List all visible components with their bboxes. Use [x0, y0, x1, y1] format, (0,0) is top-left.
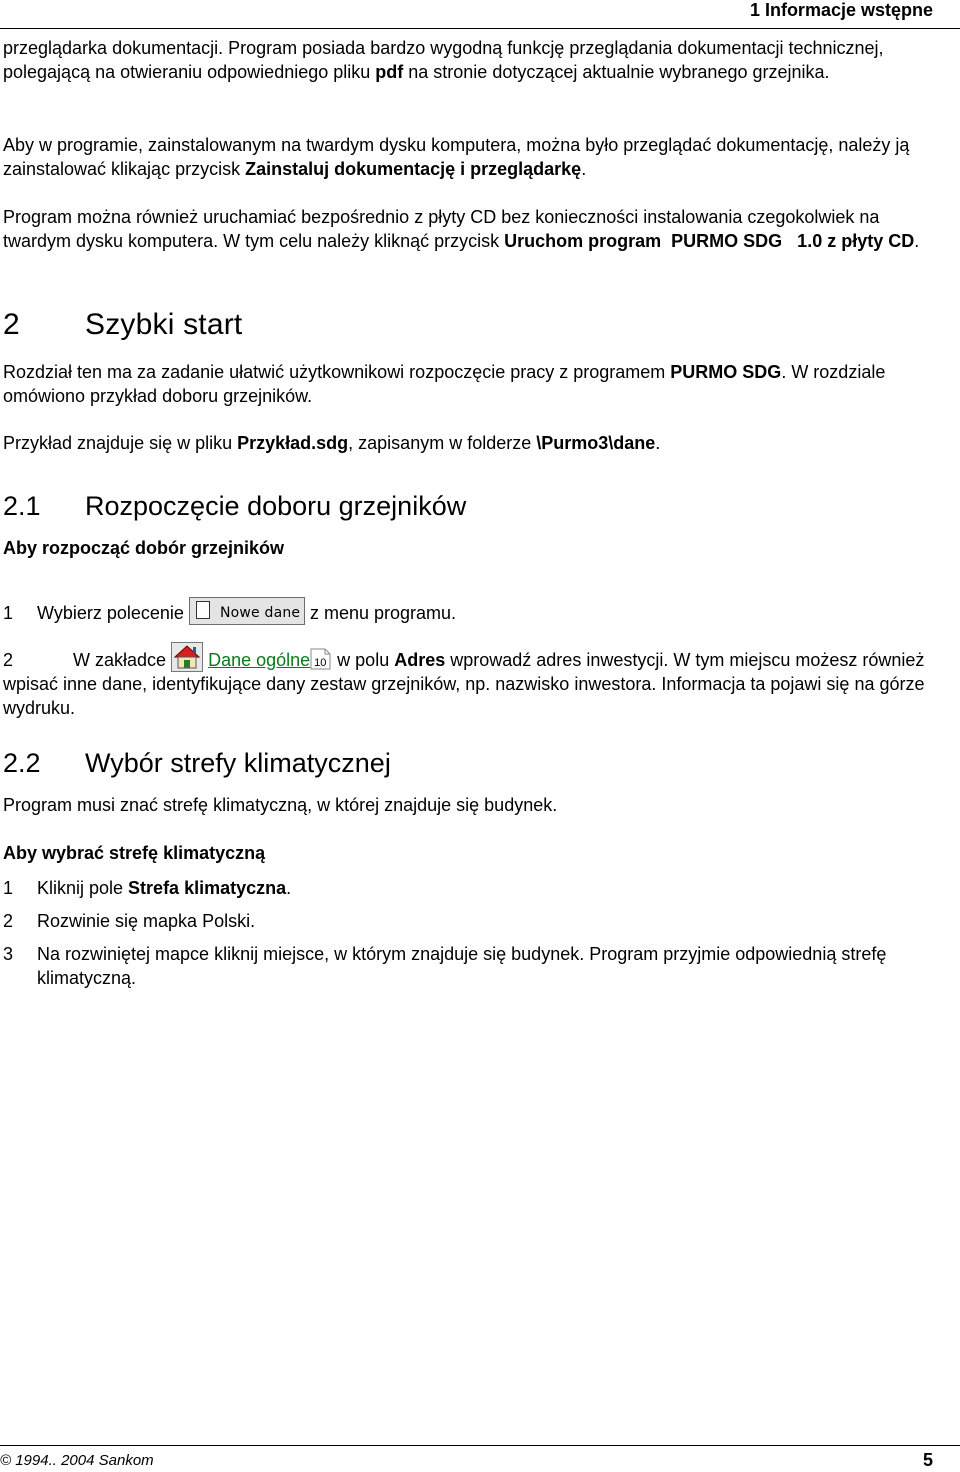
install-docs-button-ref: Zainstaluj dokumentację i przeglądarkę: [245, 159, 582, 179]
section-2-2-title: Wybór strefy klimatycznej: [85, 748, 391, 778]
new-data-button-label: Nowe dane: [219, 605, 301, 621]
intro-paragraph-2: [3, 133, 948, 181]
section-2-2-number: 2.2: [3, 748, 41, 778]
section-2-paragraph-2: [3, 431, 948, 455]
house-tab-icon[interactable]: [171, 642, 203, 672]
section-2-2-paragraph: Program musi znać strefę klimatyczną, w której znajduje się budynek.: [3, 795, 558, 815]
section-2-1-number: 2.1: [3, 491, 41, 521]
page-reference[interactable]: [310, 648, 332, 670]
s2-p1-text-a: Rozdział ten ma za zadanie ułatwić użytkownikowi rozpoczęcie pracy z programem: [3, 362, 671, 382]
section-2-paragraph-1: [3, 360, 948, 408]
section-2-1-title: Rozpoczęcie doboru grzejników: [85, 491, 467, 521]
step-number: 2: [3, 911, 14, 931]
s2-p1-text-b: . W rozdziale omówiono przykład doboru grzejników.: [3, 362, 886, 406]
section-2-title: Szybki start: [85, 308, 243, 341]
step-2-1-2-text-a: W zakładce: [73, 650, 167, 670]
step-2-2-3-text: Na rozwiniętej mapce kliknij miejsce, w którym znajduje się budynek. Program przyjmie odpowiednią strefę klimatyczną.: [37, 944, 887, 988]
step-2-1-2: [3, 642, 948, 720]
page-reference-number: 10: [314, 657, 327, 669]
step-number: 2: [3, 650, 14, 670]
step-2-1-1-text-a: Wybierz polecenie: [37, 603, 184, 623]
s2-p2-text-a: Przykład znajduje się w pliku: [3, 433, 238, 453]
header-divider: [0, 28, 960, 29]
intro-p1-text-b: na stronie dotyczącej aktualnie wybranego grzejnika.: [403, 62, 830, 82]
step-2-1-2-text-c: wprowadź adres inwestycji. W tym miejscu możesz również wpisać inne dane, identyfikujące dany zestaw grzejników, np. nazwisko inwestora. Informacja ta pojawi się na górze wydruku.: [3, 650, 925, 718]
intro-p3-text-b: .: [914, 231, 920, 251]
intro-p2-text-b: .: [581, 159, 587, 179]
step-number: 3: [3, 944, 14, 964]
section-2-1-subheading: Aby rozpocząć dobór grzejników: [3, 538, 285, 558]
step-2-2-3: [3, 942, 948, 990]
section-2-number: 2: [3, 308, 20, 341]
step-2-2-1: [3, 876, 948, 900]
climate-zone-field-ref: Strefa klimatyczna: [128, 878, 287, 898]
step-2-1-1: [3, 597, 948, 625]
address-field-ref: Adres: [394, 650, 446, 670]
step-number: 1: [3, 603, 14, 623]
example-file-name: Przykład.sdg: [237, 433, 349, 453]
intro-p3-text-a: Program można również uruchamiać bezpośrednio z płyty CD bez konieczności instalowania czegokolwiek na twardym dysku komputera. W tym celu należy kliknąć przycisk: [3, 207, 880, 251]
intro-paragraph-3: [3, 205, 948, 253]
s2-p1-bold: PURMO SDG: [670, 362, 782, 382]
intro-paragraph-1: [3, 36, 948, 84]
section-2-1-heading: [3, 491, 466, 522]
step-2-2-1-text-b: .: [286, 878, 292, 898]
step-2-2-2: [3, 909, 948, 933]
section-2-2-heading: [3, 748, 391, 779]
step-2-2-1-text-a: Kliknij pole: [37, 878, 129, 898]
s2-p2-text-b: , zapisanym w folderze: [348, 433, 537, 453]
intro-p1-text-a: przeglądarka dokumentacji. Program posiada bardzo wygodną funkcję przeglądania dokumentacji technicznej, polegającą na otwieraniu odpowiedniego pliku: [3, 38, 884, 82]
chapter-header: 1 Informacje wstępne: [749, 0, 933, 20]
section-2-heading: [3, 308, 242, 342]
general-data-tab-link[interactable]: Dane ogólne: [208, 650, 311, 670]
step-2-1-1-text-b: z menu programu.: [309, 603, 457, 623]
intro-p2-text-a: Aby w programie, zainstalowanym na twardym dysku komputera, można było przeglądać dokumentację, należy ją zainstalować klikając przycisk: [3, 135, 910, 179]
footer-divider: [0, 1445, 960, 1446]
page-number: 5: [922, 1450, 933, 1470]
step-2-2-2-text: Rozwinie się mapka Polski.: [37, 911, 256, 931]
s2-p2-text-c: .: [655, 433, 661, 453]
new-document-icon: [196, 601, 210, 619]
new-data-button[interactable]: [189, 597, 305, 625]
run-from-cd-button-ref: Uruchom program PURMO SDG 1.0 z płyty CD: [504, 231, 915, 251]
section-2-2-subheading: Aby wybrać strefę klimatyczną: [3, 843, 266, 863]
intro-p1-bold: pdf: [375, 62, 404, 82]
step-2-1-2-text-b: w polu: [332, 650, 395, 670]
step-number: 1: [3, 878, 14, 898]
copyright-notice: © 1994.. 2004 Sankom: [0, 1452, 154, 1469]
example-folder-path: \Purmo3\dane: [536, 433, 656, 453]
